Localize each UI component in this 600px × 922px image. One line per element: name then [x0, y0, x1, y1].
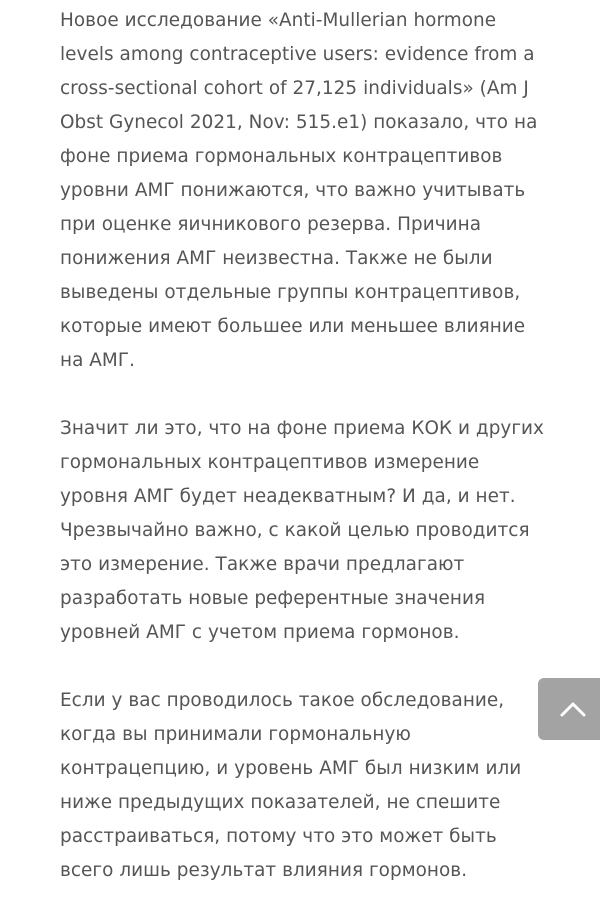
text-line: это измерение. Также врачи предлагают: [60, 554, 465, 575]
paragraph-1: [60, 4, 560, 378]
text-line: при оценке яичникового резерва. Причина: [60, 214, 482, 235]
paragraph-3: [60, 684, 560, 888]
text-line: гормональных контрацептивов измерение: [60, 452, 480, 473]
text-line: уровни АМГ понижаются, что важно учитывать: [60, 180, 526, 201]
text-line: Если у вас проводилось такое обследование,: [60, 690, 505, 711]
text-line: уровней АМГ с учетом приема гормонов.: [60, 622, 460, 643]
text-line: Значит ли это, что на фоне приема КОК и других: [60, 418, 544, 439]
paragraph-2: [60, 412, 560, 650]
text-line: всего лишь результат влияния гормонов.: [60, 860, 468, 881]
article-body: [60, 4, 560, 922]
text-line: расстраиваться, потому что это может быть: [60, 826, 497, 847]
text-line: уровня АМГ будет неадекватным? И да, и нет.: [60, 486, 516, 507]
text-line: Новое исследование «Anti-Mullerian hormone: [60, 10, 497, 31]
text-line: разработать новые референтные значения: [60, 588, 486, 609]
text-line: контрацепцию, и уровень АМГ был низким или: [60, 758, 522, 779]
text-line: фоне приема гормональных контрацептивов: [60, 146, 503, 167]
text-line: когда вы принимали гормональную: [60, 724, 411, 745]
text-line: cross-sectional cohort of 27,125 individuals» (Am J: [60, 78, 529, 99]
text-line: levels among contraceptive users: evidence from a: [60, 44, 535, 65]
text-line: понижения АМГ неизвестна. Также не были: [60, 248, 493, 269]
text-line: Чрезвычайно важно, с какой целью проводится: [60, 520, 530, 541]
text-line: которые имеют большее или меньшее влияние: [60, 316, 526, 337]
scroll-to-top-button[interactable]: [538, 678, 600, 740]
text-line: Obst Gynecol 2021, Nov: 515.e1) показало, что на: [60, 112, 538, 133]
text-line: ниже предыдущих показателей, не спешите: [60, 792, 501, 813]
chevron-up-icon: [560, 701, 586, 717]
text-line: выведены отдельные группы контрацептивов,: [60, 282, 521, 303]
text-line: на АМГ.: [60, 350, 135, 371]
